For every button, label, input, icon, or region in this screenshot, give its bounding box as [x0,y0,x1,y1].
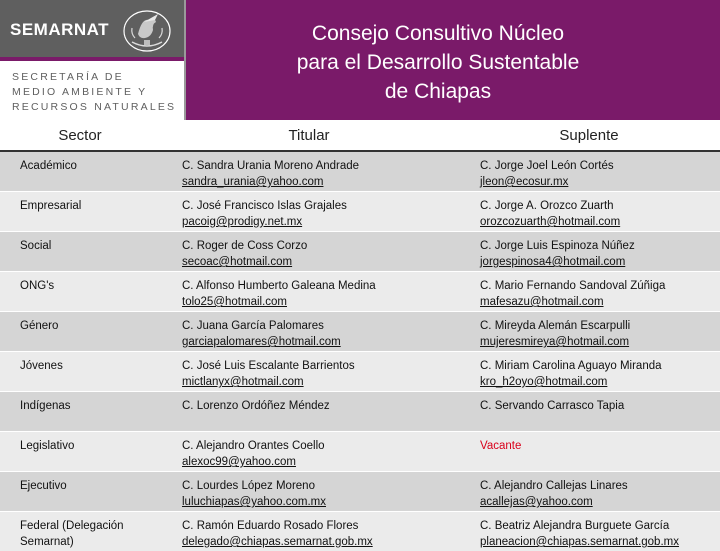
suplente-cell [458,392,720,432]
suplente-cell [458,352,720,392]
sector-label: ONG's [20,280,54,292]
sector-cell [0,472,160,512]
table-row [0,312,720,352]
logo-divider-stripe [0,57,184,61]
title-line: Consejo Consultivo Núcleo [238,19,638,48]
titular-email-link[interactable]: sandra_urania@yahoo.com [182,174,452,190]
titular-name: C. José Luis Escalante Barrientos [182,358,452,374]
table-row [0,151,720,192]
table-row [0,352,720,392]
suplente-email-link[interactable]: jleon@ecosur.mx [480,174,714,190]
titular-cell [160,352,458,392]
titular-email-link[interactable]: garciapalomares@hotmail.com [182,334,452,350]
sector-label: Académico [20,160,77,172]
title-line: de Chiapas [238,77,638,106]
suplente-cell [458,512,720,551]
sector-label: Ejecutivo [20,480,67,492]
suplente-name: C. Servando Carrasco Tapia [480,398,714,414]
column-header-sector: Sector [0,120,160,151]
sector-cell [0,432,160,472]
titular-name: C. Alejandro Orantes Coello [182,438,452,454]
table-row [0,472,720,512]
column-header-suplente: Suplente [458,120,720,151]
sector-cell [0,272,160,312]
sector-label: Género [20,320,58,332]
suplente-email-link[interactable]: mafesazu@hotmail.com [480,294,714,310]
titular-cell [160,192,458,232]
sector-cell [0,512,160,551]
titular-cell [160,272,458,312]
suplente-cell [458,432,720,472]
suplente-cell [458,232,720,272]
suplente-cell [458,312,720,352]
sector-label: Federal (Delegación Semarnat) [20,520,124,548]
titular-name: C. José Francisco Islas Grajales [182,198,452,214]
titular-email-link[interactable]: delegado@chiapas.semarnat.gob.mx [182,534,452,550]
suplente-name: C. Alejandro Callejas Linares [480,478,714,494]
table-header-row [0,120,720,151]
semarnat-logo [0,0,186,121]
vacant-label: Vacante [480,438,714,454]
table-row [0,392,720,432]
titular-email-link[interactable]: alexoc99@yahoo.com [182,454,452,470]
agency-line: SECRETARÍA DE [12,70,176,85]
suplente-name: C. Mireyda Alemán Escarpulli [480,318,714,334]
titular-name: C. Ramón Eduardo Rosado Flores [182,518,452,534]
titular-name: C. Alfonso Humberto Galeana Medina [182,278,452,294]
sector-label: Social [20,240,51,252]
agency-line: RECURSOS NATURALES [12,100,176,115]
suplente-email-link[interactable]: kro_h2oyo@hotmail.com [480,374,714,390]
suplente-name: C. Jorge A. Orozco Zuarth [480,198,714,214]
titular-email-link[interactable]: secoac@hotmail.com [182,254,452,270]
table-row [0,272,720,312]
suplente-cell [458,192,720,232]
sector-label: Indígenas [20,400,71,412]
column-header-titular: Titular [160,120,458,151]
suplente-email-link[interactable]: jorgespinosa4@hotmail.com [480,254,714,270]
titular-name: C. Lourdes López Moreno [182,478,452,494]
titular-cell [160,151,458,192]
titular-email-link[interactable]: mictlanyx@hotmail.com [182,374,452,390]
council-members-table [0,120,720,551]
sector-label: Jóvenes [20,360,63,372]
title-line: para el Desarrollo Sustentable [238,48,638,77]
suplente-name: C. Mario Fernando Sandoval Zúñiga [480,278,714,294]
titular-cell [160,432,458,472]
table-row [0,432,720,472]
suplente-email-link[interactable]: mujeresmireya@hotmail.com [480,334,714,350]
titular-name: C. Juana García Palomares [182,318,452,334]
sector-cell [0,232,160,272]
titular-email-link[interactable]: pacoig@prodigy.net.mx [182,214,452,230]
suplente-email-link[interactable]: orozcozuarth@hotmail.com [480,214,714,230]
sector-cell [0,352,160,392]
titular-email-link[interactable]: tolo25@hotmail.com [182,294,452,310]
table-row [0,192,720,232]
sector-label: Legislativo [20,440,74,452]
titular-email-link[interactable]: luluchiapas@yahoo.com.mx [182,494,452,510]
suplente-name: C. Miriam Carolina Aguayo Miranda [480,358,714,374]
suplente-cell [458,272,720,312]
sector-cell [0,312,160,352]
titular-name: C. Lorenzo Ordóñez Méndez [182,398,452,414]
agency-line: MEDIO AMBIENTE Y [12,85,176,100]
sector-cell [0,392,160,432]
suplente-email-link[interactable]: planeacion@chiapas.semarnat.gob.mx [480,534,714,550]
titular-cell [160,232,458,272]
sector-label: Empresarial [20,200,81,212]
titular-cell [160,312,458,352]
suplente-name: C. Jorge Joel León Cortés [480,158,714,174]
table-row [0,512,720,551]
table-row [0,232,720,272]
titular-name: C. Roger de Coss Corzo [182,238,452,254]
titular-name: C. Sandra Urania Moreno Andrade [182,158,452,174]
suplente-email-link[interactable]: acallejas@yahoo.com [480,494,714,510]
sector-cell [0,192,160,232]
suplente-cell [458,472,720,512]
mexican-eagle-emblem-icon [118,4,176,54]
titular-cell [160,392,458,432]
titular-cell [160,512,458,551]
suplente-name: C. Beatriz Alejandra Burguete García [480,518,714,534]
agency-name [12,70,176,115]
logo-wordmark: SEMARNAT [10,20,109,40]
titular-cell [160,472,458,512]
sector-cell [0,151,160,192]
suplente-name: C. Jorge Luis Espinoza Núñez [480,238,714,254]
suplente-cell [458,151,720,192]
page-title [238,19,638,106]
